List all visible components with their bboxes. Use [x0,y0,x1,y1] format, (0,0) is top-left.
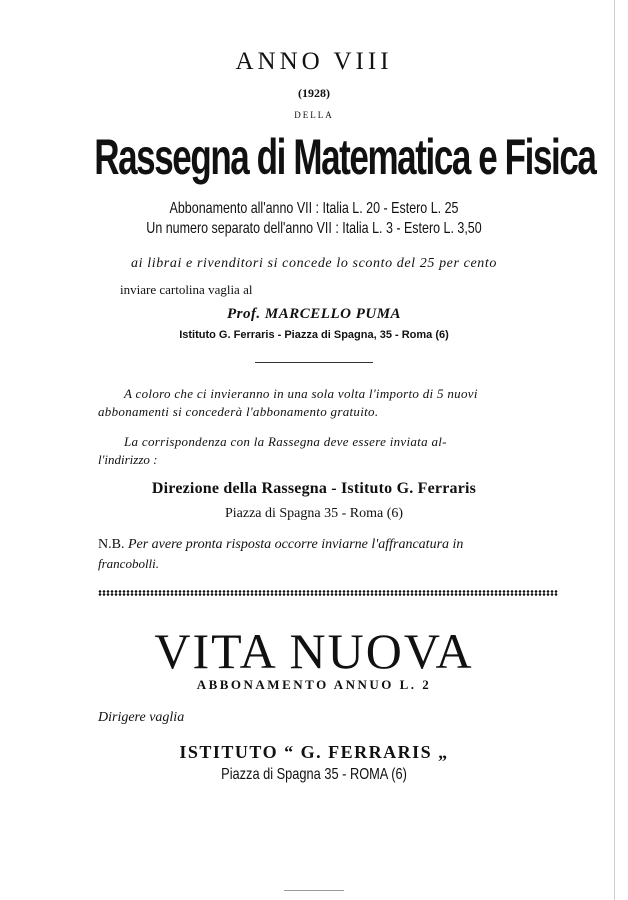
subscription-line-single-issue: Un numero separato dell'anno VII : Italia L. 3 - Estero L. 3,50 [146,220,482,237]
correspondence-address: Piazza di Spagna 35 - Roma (6) [224,506,404,521]
note-line-1 [98,537,463,553]
booksellers-discount: ai librai e rivenditori si concede lo sconto del 25 per cento [131,256,497,271]
bottom-rule [284,890,344,891]
divider [255,362,373,363]
della-label: DELLA [294,110,334,120]
journal-title: Rassegna di Matematica e Fisica [94,129,596,185]
correspondence-recipient: Direzione della Rassegna - Istituto G. Ferraris [151,480,477,497]
vita-nuova-address: Piazza di Spagna 35 - ROMA (6) [221,766,407,783]
correspondence-line-2: l'indirizzo : [98,452,158,467]
year-number: (1928) [298,86,330,100]
send-money-order-label: Dirigere vaglia [98,710,185,725]
vita-nuova-title: VITA NUOVA [154,623,474,679]
correspondence-line-1: La corrispondenza con la Rassegna deve essere inviata al- [124,434,447,449]
dotted-separator [98,590,558,596]
recipient-address: Istituto G. Ferraris - Piazza di Spagna, 35 - Roma (6) [179,329,449,341]
page-edge-line [614,0,615,900]
offer-line-2: abbonamenti si concederà l'abbonamento gratuito. [98,404,379,419]
offer-line-1: A coloro che ci invieranno in una sola volta l'importo di 5 nuovi [124,386,478,401]
note-line-2: francobolli. [98,556,160,571]
year-heading: ANNO VIII [235,48,393,75]
subscription-line-annual: Abbonamento all'anno VII : Italia L. 20 - Estero L. 25 [169,200,459,217]
vita-nuova-institute: ISTITUTO “ G. FERRARIS „ [179,742,449,762]
send-postcard-intro: inviare cartolina vaglia al [120,282,253,297]
note-text: Per avere pronta risposta occorre inviarne l'affrancatura in [127,537,464,552]
recipient-name: Prof. MARCELLO PUMA [226,306,402,322]
vita-nuova-subscription: ABBONAMENTO ANNUO L. 2 [196,677,432,692]
note-label: N.B. [98,537,125,552]
